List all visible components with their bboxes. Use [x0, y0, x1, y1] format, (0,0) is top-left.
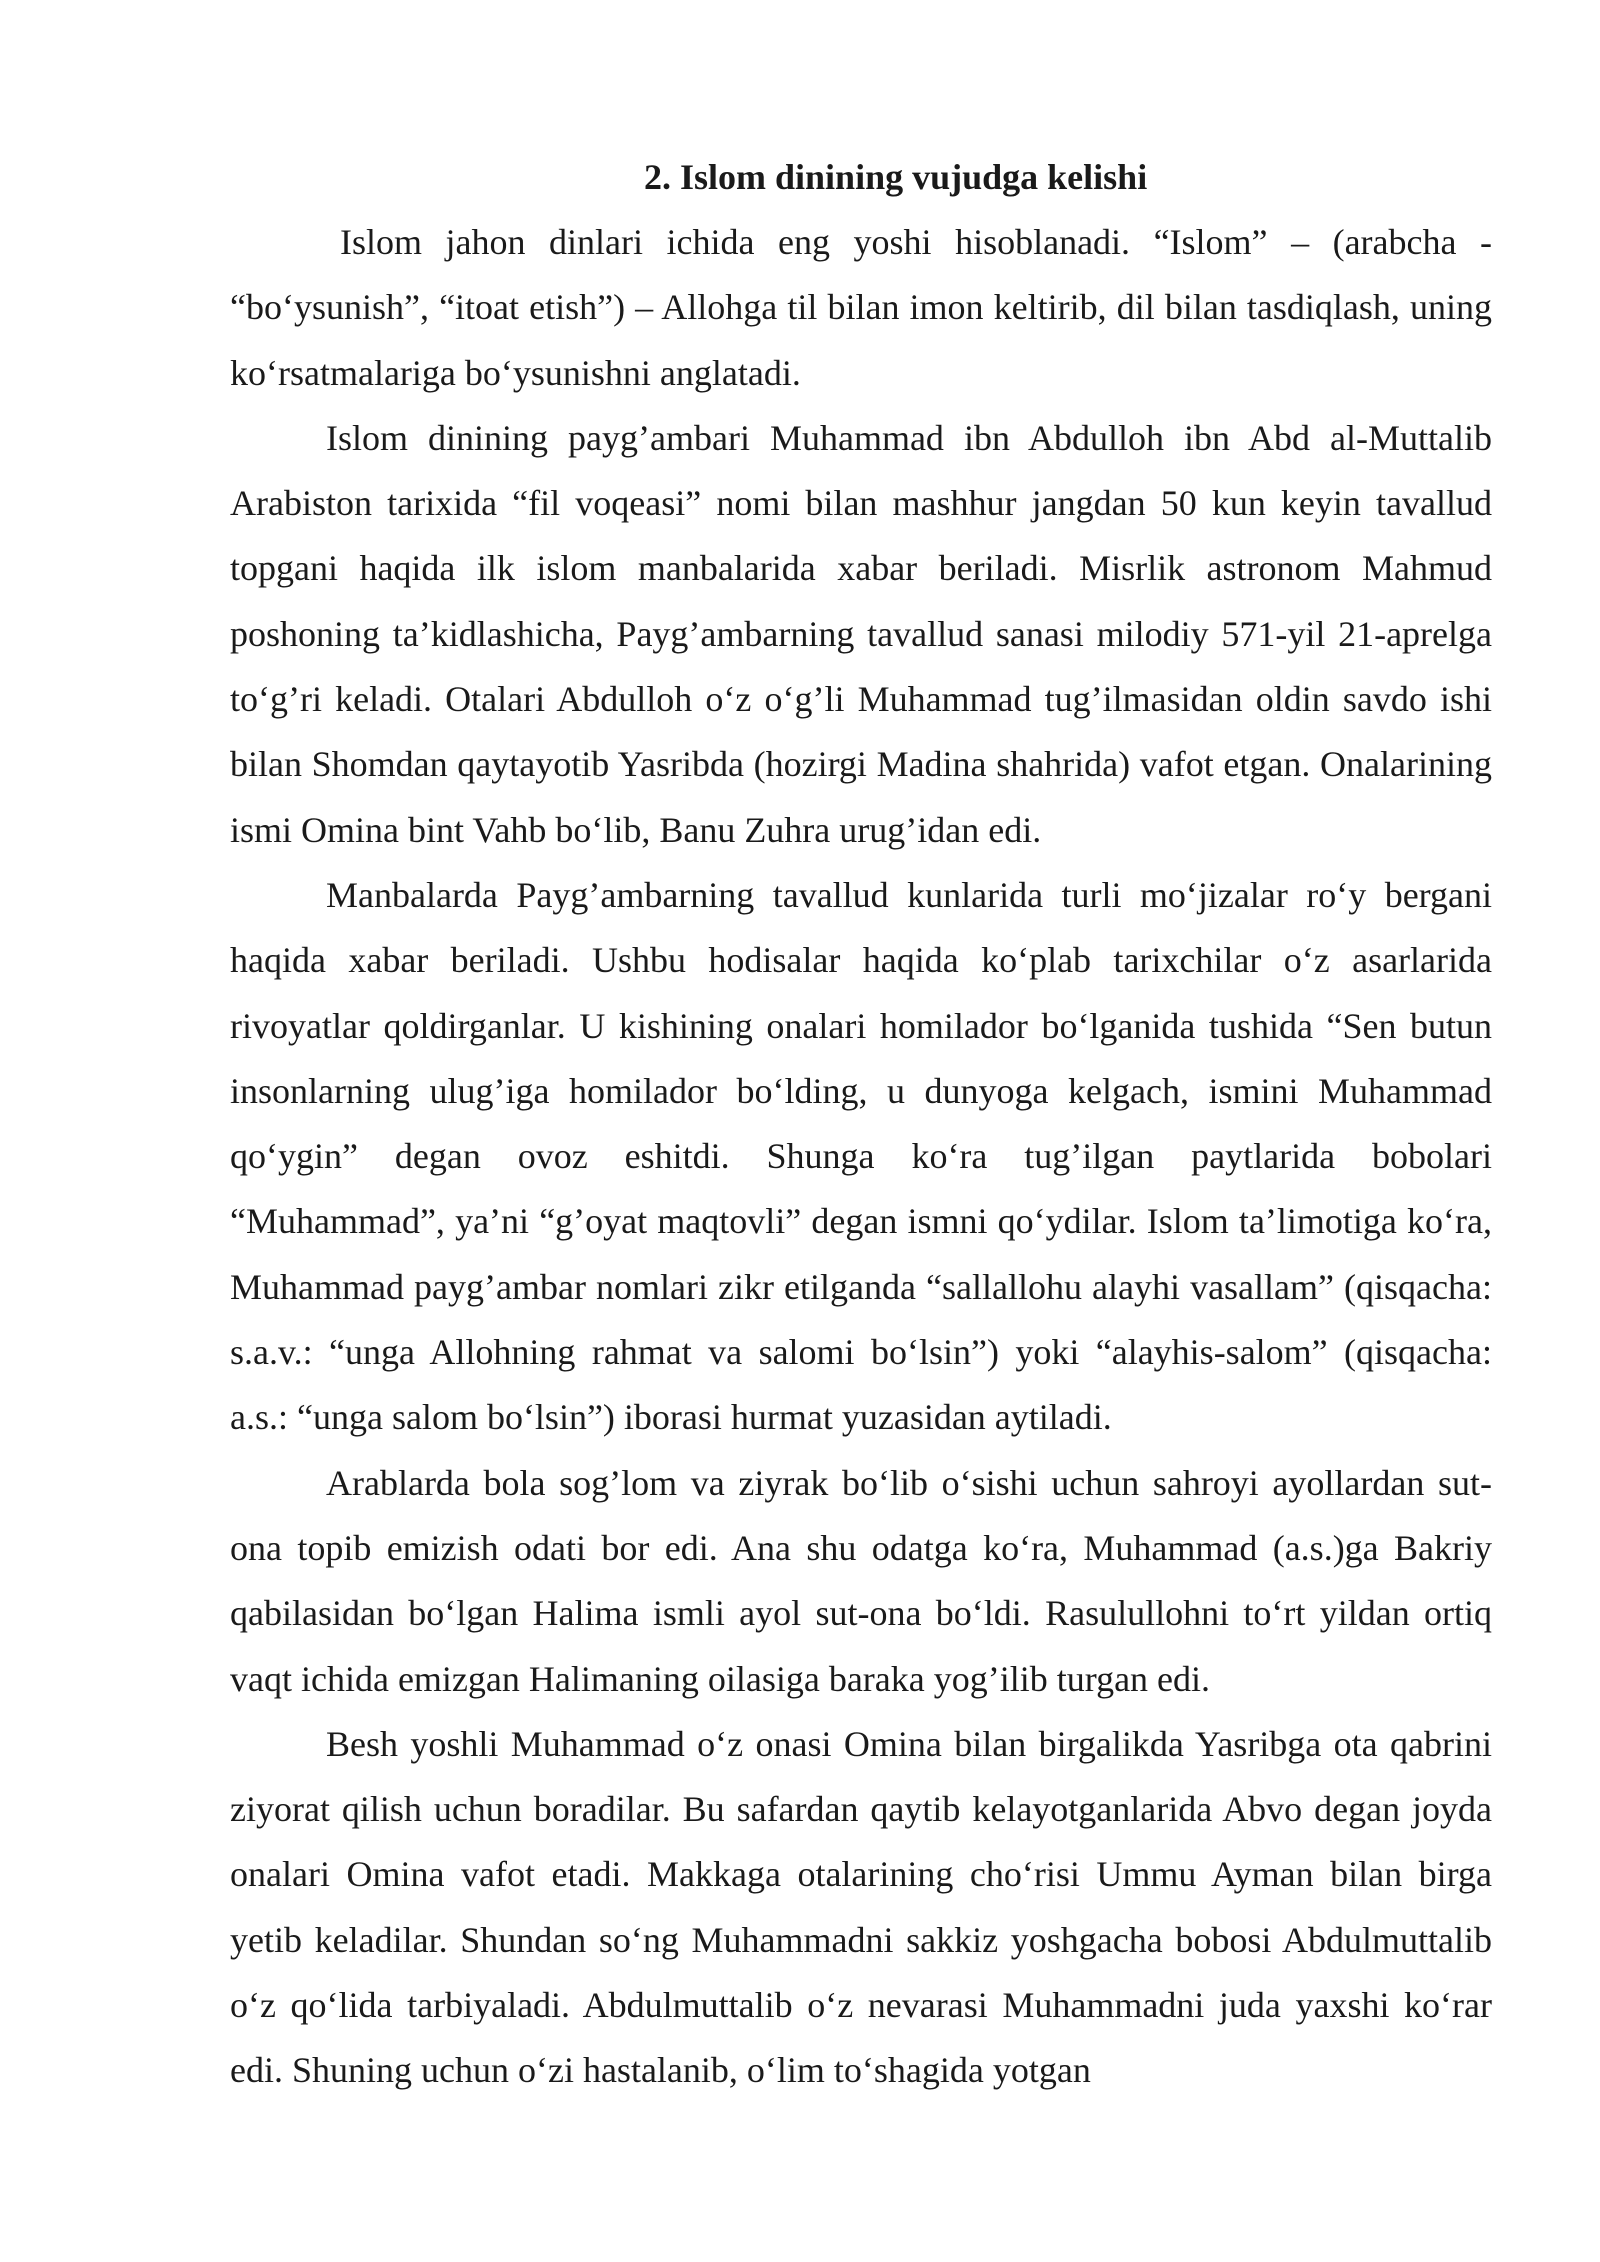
section-heading: 2. Islom dinining vujudga kelishi [644, 157, 1148, 197]
paragraph-islom-definition: Islom jahon dinlari ichida eng yoshi hisoblanadi. “Islom” – (arabcha - “bo‘ysunish”, “itoat etish”) – Allohga til bilan imon keltirib, dil bilan tasdiqlash, uning ko‘rsatmalariga bo‘ysunishni anglatadi. [230, 222, 1492, 393]
document-body [230, 145, 1492, 2104]
paragraph-prophet-birth: Islom dinining payg’ambari Muhammad ibn Abdulloh ibn Abd al-Muttalib Arabiston tarixida “fil voqeasi” nomi bilan mashhur jangdan 50 kun keyin tavallud topgani haqida ilk islom manbalarida xabar beriladi. Misrlik astronom Mahmud poshoning ta’kidlashicha, Payg’ambarning tavallud sanasi milodiy 571-yil 21-aprelga to‘g’ri keladi. Otalari Abdulloh o‘z o‘g’li Muhammad tug’ilmasidan oldin savdo ishi bilan Shomdan qaytayotib Yasribda (hozirgi Madina shahrida) vafot etgan. Onalarining ismi Omina bint Vahb bo‘lib, Banu Zuhra urug’idan edi. [230, 417, 1492, 850]
paragraph-wet-nurse: Arablarda bola sog’lom va ziyrak bo‘lib o‘sishi uchun sahroyi ayollardan sut-ona topib emizish odati bor edi. Ana shu odatga ko‘ra, Muhammad (a.s.)ga Bakriy qabilasidan bo‘lgan Halima ismli ayol sut-ona bo‘ldi. Rasulullohni to‘rt yildan ortiq vaqt ichida emizgan Halimaning oilasiga baraka yog’ilib turgan edi. [230, 1462, 1492, 1699]
paragraph-childhood: Besh yoshli Muhammad o‘z onasi Omina bilan birgalikda Yasribga ota qabrini ziyorat qilish uchun boradilar. Bu safardan qaytib kelayotganlarida Abvo degan joyda onalari Omina vafot etadi. Makkaga otalarining cho‘risi Ummu Ayman bilan birga yetib keladilar. Shundan so‘ng Muhammadni sakkiz yoshgacha bobosi Abdulmuttalib o‘z qo‘lida tarbiyaladi. Abdulmuttalib o‘z nevarasi Muhammadni juda yaxshi ko‘rar edi. Shuning uchun o‘zi hastalanib, o‘lim to‘shagida yotgan [230, 1723, 1492, 2091]
paragraph-miracles: Manbalarda Payg’ambarning tavallud kunlarida turli mo‘jizalar ro‘y bergani haqida xabar beriladi. Ushbu hodisalar haqida ko‘plab tarixchilar o‘z asarlarida rivoyatlar qoldirganlar. U kishining onalari homilador bo‘lganida tushida “Sen butun insonlarning ulug’iga homilador bo‘lding, u dunyoga kelgach, ismini Muhammad qo‘ygin” degan ovoz eshitdi. Shunga ko‘ra tug’ilgan paytlarida bobolari “Muhammad”, ya’ni “g’oyat maqtovli” degan ismni qo‘ydilar. Islom ta’limotiga ko‘ra, Muhammad payg’ambar nomlari zikr etilganda “sallallohu alayhi vasallam” (qisqacha: s.a.v.: “unga Allohning rahmat va salomi bo‘lsin”) yoki “alayhis-salom” (qisqacha: a.s.: “unga salom bo‘lsin”) iborasi hurmat yuzasidan aytiladi. [230, 874, 1492, 1438]
